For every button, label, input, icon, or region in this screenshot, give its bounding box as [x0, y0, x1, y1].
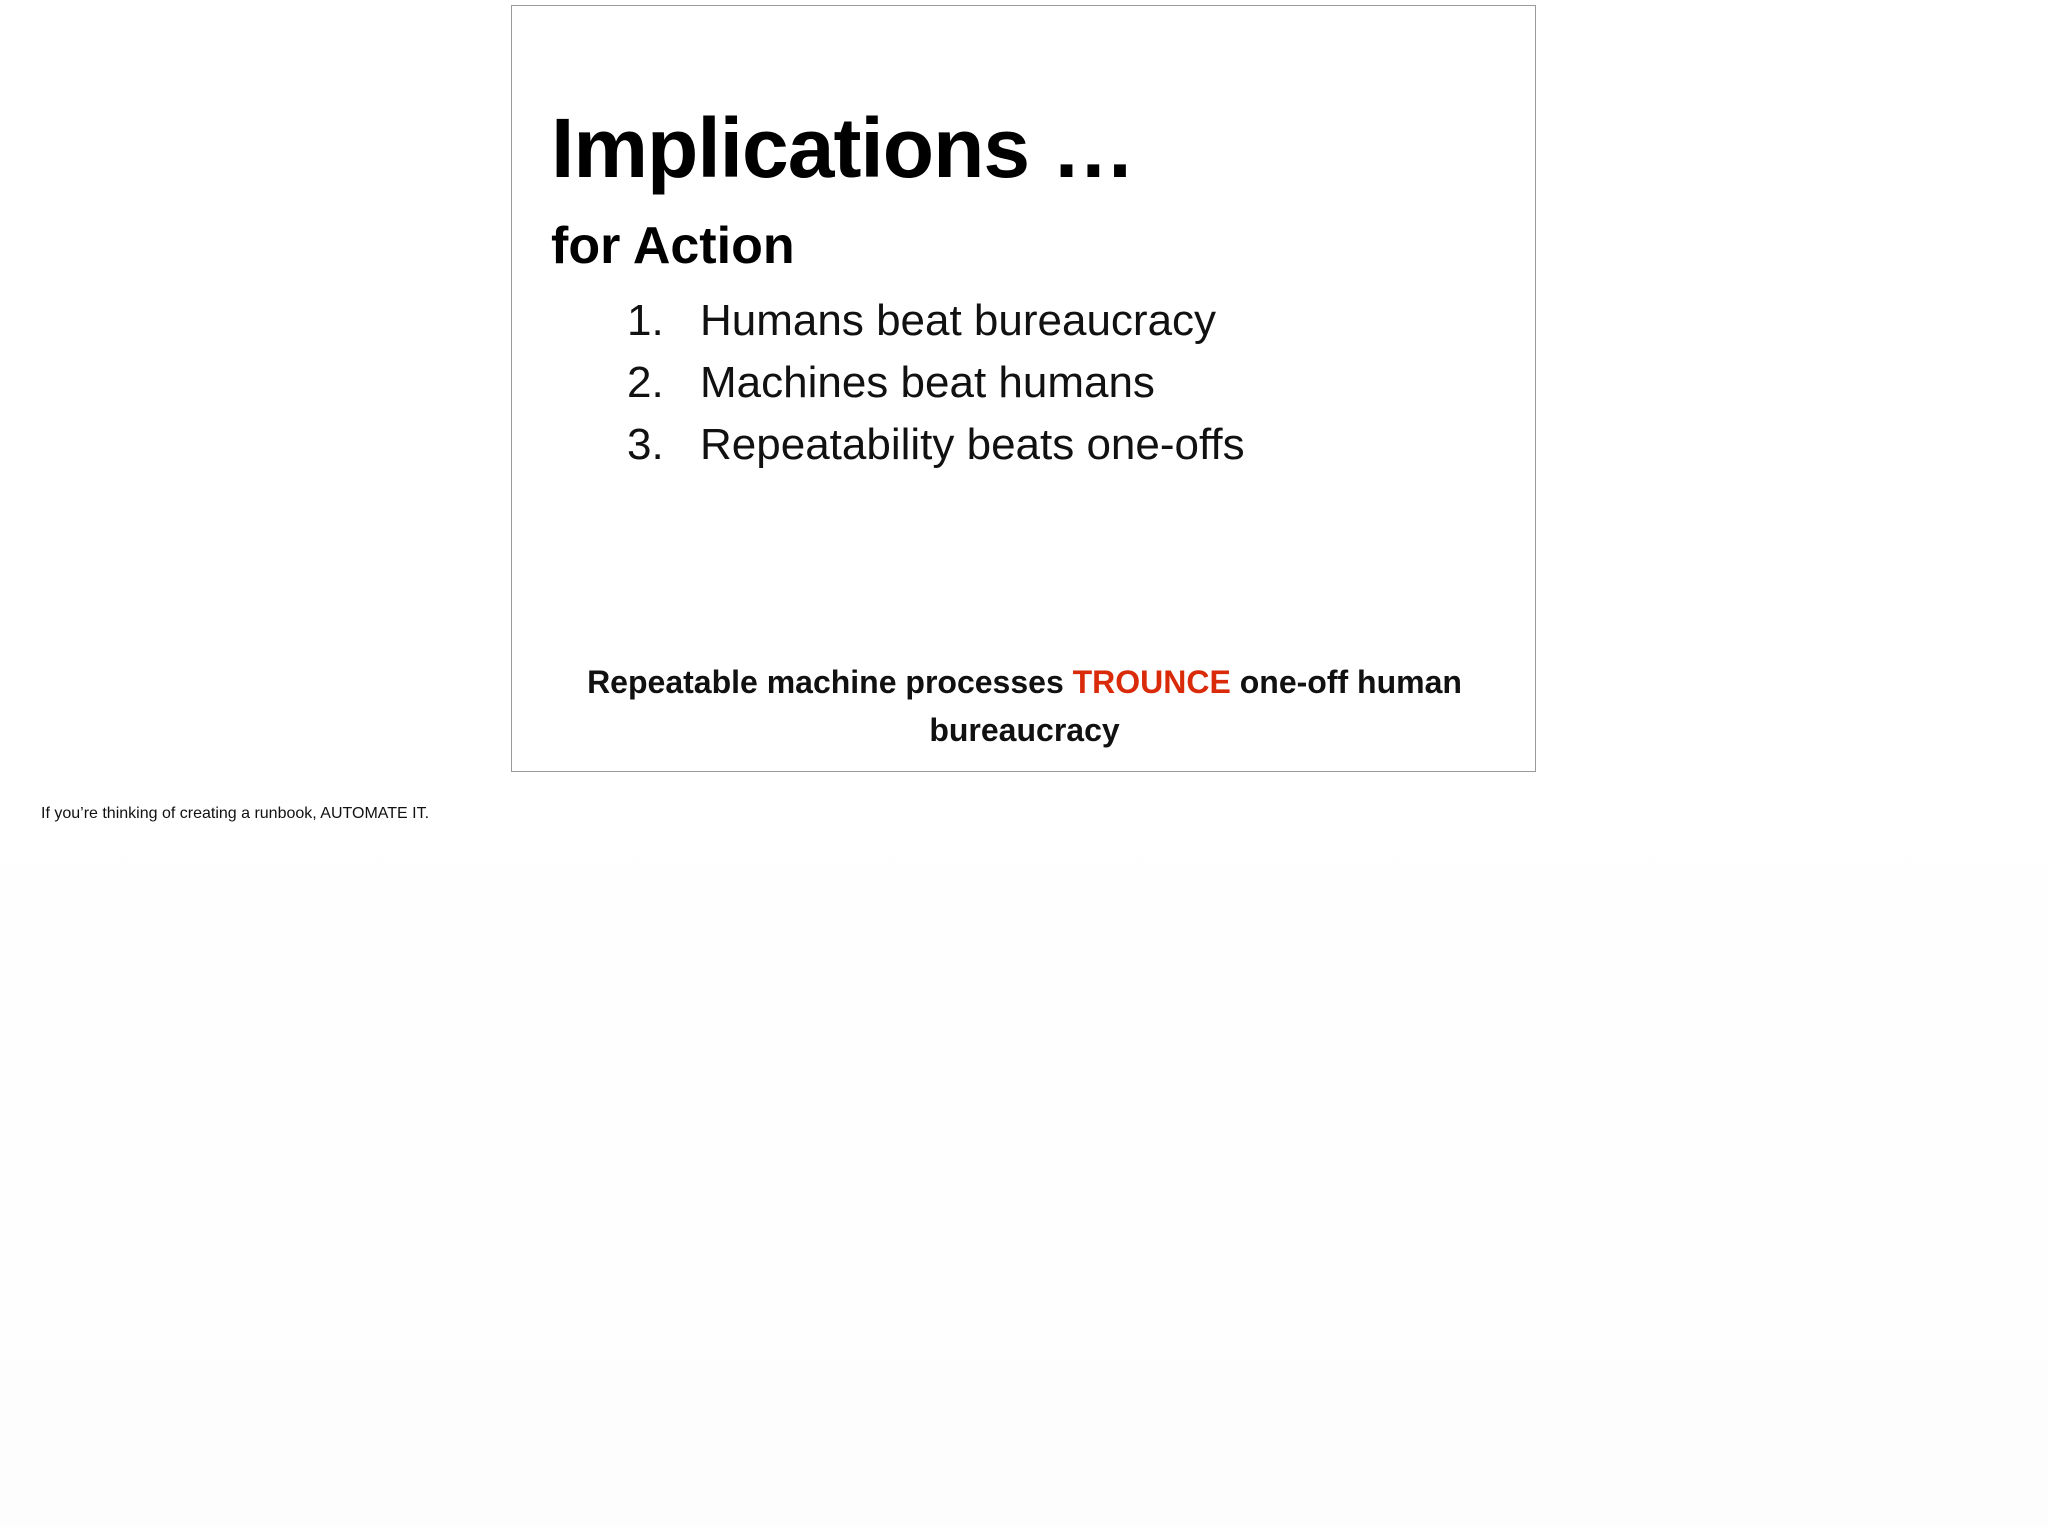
slide-title: Implications …	[551, 101, 1135, 195]
list-item-text: Repeatability beats one-offs	[700, 420, 1245, 469]
list-item	[627, 352, 1245, 414]
summary-emphasis: TROUNCE	[1072, 664, 1231, 700]
points-list	[627, 290, 1245, 476]
summary-text-before: Repeatable machine processes	[587, 664, 1073, 700]
list-item-number: 1.	[627, 296, 664, 345]
summary-text-after: one-off human bureaucracy	[929, 664, 1462, 748]
summary-statement	[512, 658, 1537, 754]
list-item-text: Humans beat bureaucracy	[700, 296, 1217, 345]
list-item-number: 2.	[627, 358, 664, 407]
slide-subtitle: for Action	[551, 217, 795, 275]
list-item	[627, 414, 1245, 476]
presenter-notes: If you’re thinking of creating a runbook, AUTOMATE IT.	[41, 805, 430, 822]
list-item-text: Machines beat humans	[700, 358, 1155, 407]
list-item-number: 3.	[627, 420, 664, 469]
list-item	[627, 290, 1245, 352]
slide	[511, 5, 1536, 772]
